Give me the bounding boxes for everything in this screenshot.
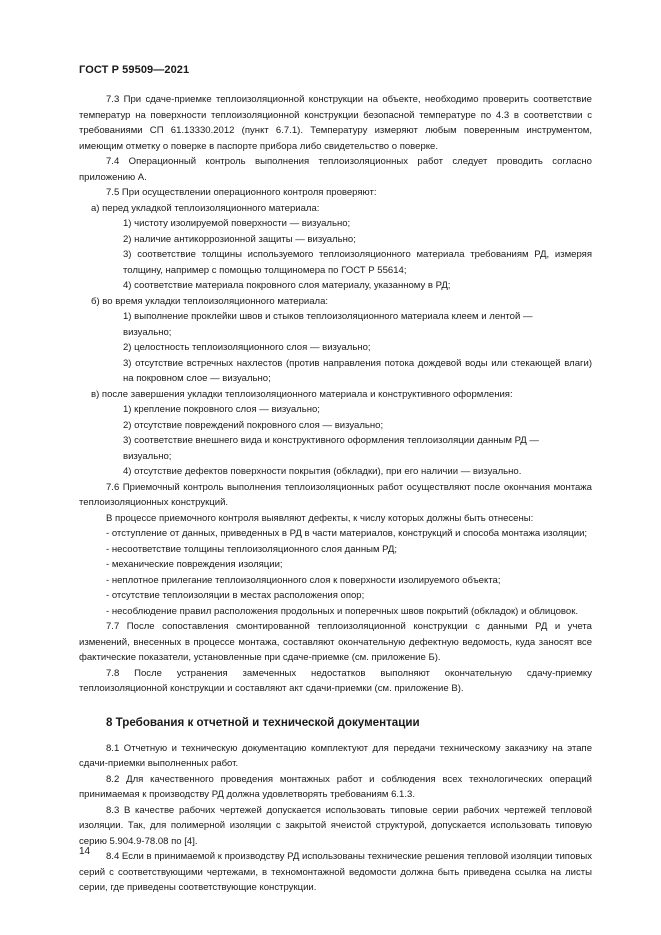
list-b-item-1: 1) выполнение проклейки швов и стыков теплоизоляционного материала клеем и лентой — [123, 311, 533, 322]
defect-item-6: - несоблюдение правил расположения продольных и поперечных швов покрытий (обкладок) и облицовок. [106, 605, 579, 617]
list-a-item-2: 2) наличие антикоррозионной защиты — визуально; [123, 233, 356, 245]
defect-item-1: - отступление от данных, приведенных в РД в части материалов, конструкций и способа монтажа изоляции; [106, 528, 588, 539]
paragraph-7-3: 7.3 При сдаче-приемке теплоизоляционной конструкции на объекте, необходимо проверить соответствие температур на поверхности теплоизоляционной конструкции безопасной температуре по 4.3 в соответствии с требованиями СП 61.13330.2012 (пункт 6.7.1). Температуру измеряют любым поверенным инструментом, имеющим отметку о поверке в паспорте прибора либо свидетельство о поверке. [79, 94, 592, 152]
list-a-item-1: 1) чистоту изолируемой поверхности — визуально; [123, 218, 351, 229]
list-b-title: б) во время укладки теплоизоляционного материала: [91, 295, 329, 307]
list-v-item-3-cont: визуально; [123, 450, 172, 462]
document-header: ГОСТ Р 59509—2021 [79, 64, 190, 76]
paragraph-7-5: 7.5 При осуществлении операционного контроля проверяют: [106, 187, 377, 198]
list-v-item-2: 2) отсутствие повреждений покровного слоя — визуально; [123, 419, 384, 431]
list-v-item-4: 4) отсутствие дефектов поверхности покрытия (обкладки), при его наличии — визуально. [123, 466, 522, 477]
list-b-item-1-cont: визуально; [123, 326, 172, 338]
list-v-item-3: 3) соответствие внешнего вида и конструктивного оформления теплоизоляции данным РД — [123, 435, 539, 446]
defect-item-4: - неплотное прилегание теплоизоляционного слоя к поверхности изолируемого объекта; [106, 574, 501, 586]
list-a-item-4: 4) соответствие материала покровного слоя материалу, указанному в РД; [123, 280, 451, 291]
list-a-item-3: 3) соответствие толщины используемого теплоизоляционного материала требованиям РД, измеряя толщину, например с помощью толщиномера по ГОСТ Р 55614; [123, 249, 592, 276]
defect-item-2: - несоответствие толщины теплоизоляционного слоя данным РД; [106, 543, 398, 555]
paragraph-8-3: 8.3 В качестве рабочих чертежей допускается использовать типовые серии рабочих чертежей тепловой изоляции. Так, для полимерной изоляции с закрытой ячеистой структурой, допускается использовать типовую серию 5.904.9-78.08 по [4]. [79, 804, 592, 847]
paragraph-7-6-defects-intro: В процессе приемочного контроля выявляют дефекты, к числу которых должны быть отнесены: [106, 512, 534, 524]
list-a-title: а) перед укладкой теплоизоляционного материала: [91, 202, 320, 214]
page-number: 14 [79, 846, 91, 857]
paragraph-8-4: 8.4 Если в принимаемой к производству РД использованы технические решения тепловой изоляции типовых серий с соответствующими чертежами, в техномонтажной ведомости должна быть приведена ссылка на листы серии, где приведены соответствующие конструкции. [79, 851, 592, 893]
paragraph-7-7: 7.7 После сопоставления смонтированной теплоизоляционной конструкции с данными РД и учета изменений, внесенных в процессе монтажа, составляют окончательную дефектную ведомость, куда заносят все фактические показатели, установленные при сдаче-приемке (см. приложение Б). [79, 621, 592, 663]
defect-item-3: - механические повреждения изоляции; [106, 559, 283, 570]
list-v-title: в) после завершения укладки теплоизоляционного материала и конструктивного оформления: [91, 388, 513, 400]
document-body [79, 92, 592, 896]
paragraph-7-6: 7.6 Приемочный контроль выполнения теплоизоляционных работ осуществляют после окончания монтажа теплоизоляционных конструкций. [79, 481, 592, 508]
paragraph-8-2: 8.2 Для качественного проведения монтажных работ и соблюдения всех технологических операций принимаемая к производству РД должна удовлетворять требованиям 6.1.3. [79, 773, 592, 800]
list-b-item-2: 2) целостность теплоизоляционного слоя — визуально; [123, 342, 371, 353]
paragraph-8-1: 8.1 Отчетную и техническую документацию комплектуют для передачи техническому заказчику на этапе сдачи-приемки выполненных работ. [79, 742, 592, 769]
paragraph-7-8: 7.8 После устранения замеченных недостатков выполняют окончательную сдачу-приемку теплоизоляционной конструкции и составляют акт сдачи-приемки (см. приложение В). [79, 667, 592, 694]
list-v-item-1: 1) крепление покровного слоя — визуально; [123, 404, 320, 415]
paragraph-7-4: 7.4 Операционный контроль выполнения теплоизоляционных работ следует проводить согласно приложению А. [79, 156, 592, 183]
list-b-item-3: 3) отсутствие встречных нахлестов (против направления потока дождевой воды или стекающей влаги) на покровном слое — визуально; [123, 357, 592, 384]
defect-item-5: - отсутствие теплоизоляции в местах расположения опор; [106, 590, 365, 601]
section-8-title: 8 Требования к отчетной и технической документации [106, 715, 420, 729]
